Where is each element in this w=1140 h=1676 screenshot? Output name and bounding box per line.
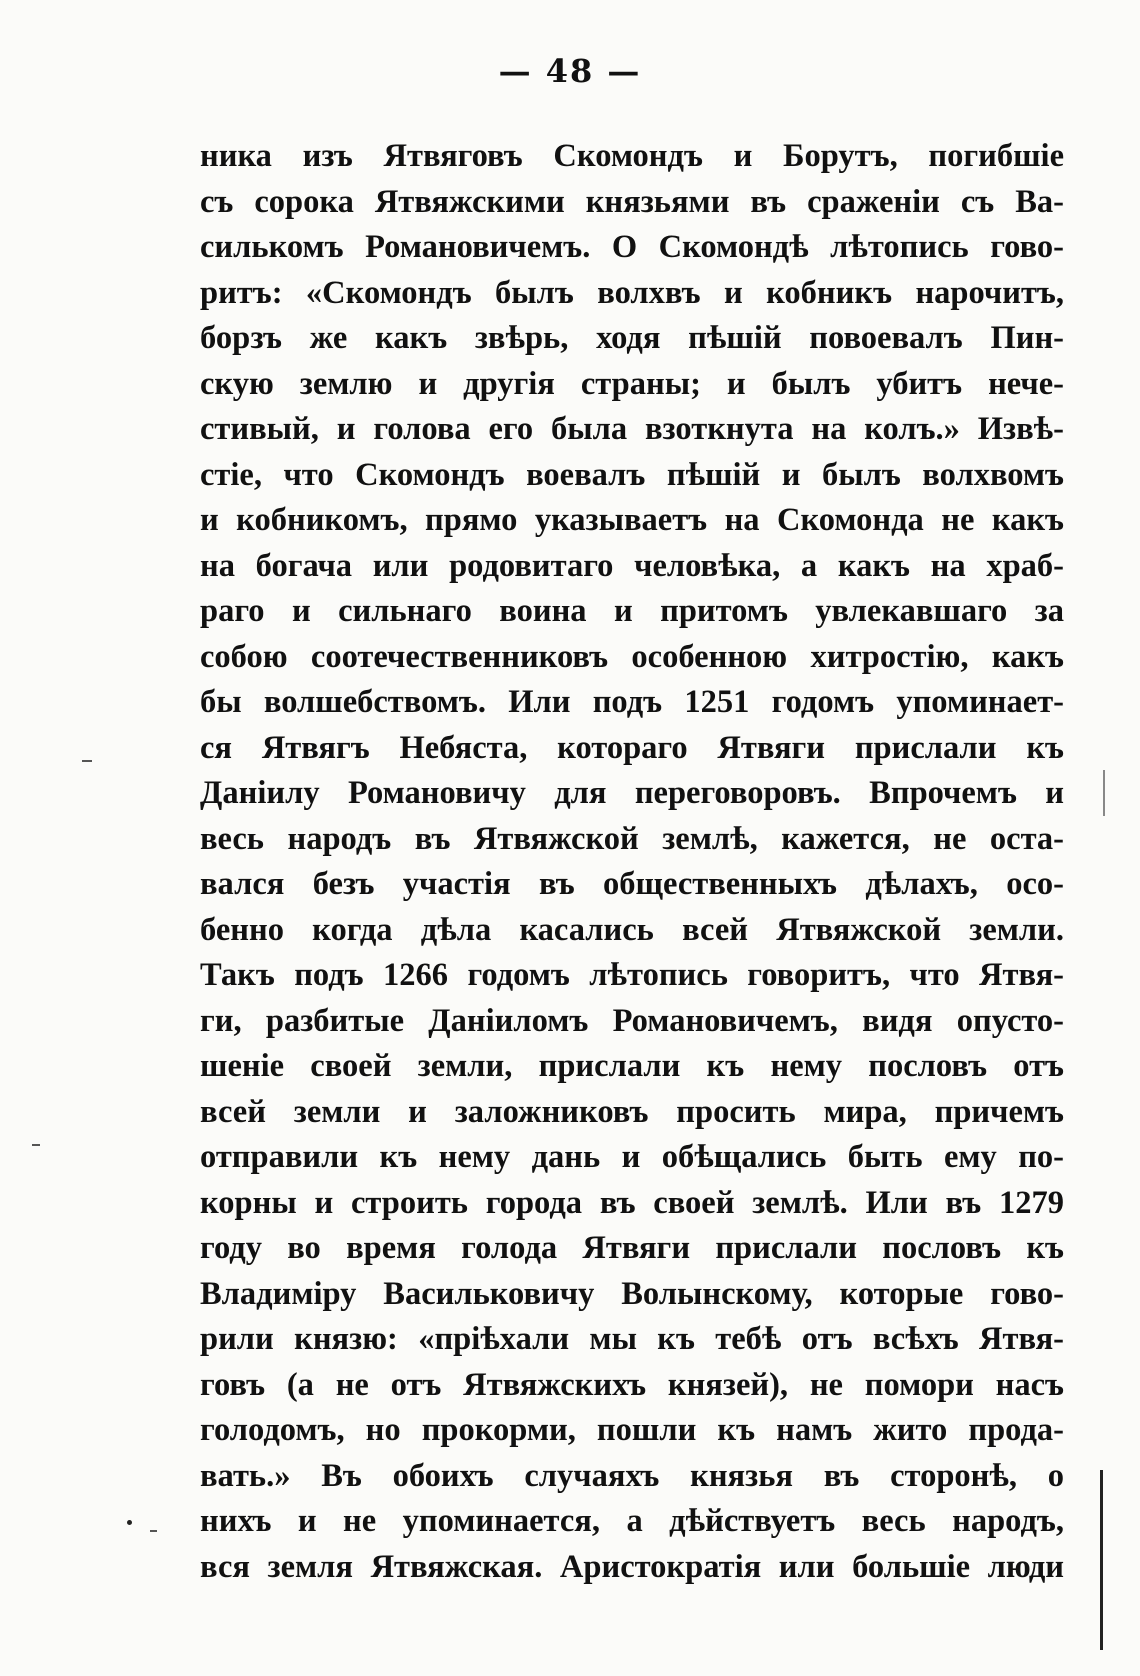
text-line: бенно когда дѣла касались всей Ятвяжской земли.	[200, 911, 1064, 948]
text-line: борзъ же какъ звѣрь, ходя пѣшій повоевалъ Пин-	[200, 320, 1064, 356]
body-text	[200, 134, 1064, 1590]
text-line: скую землю и другія страны; и былъ убитъ нече-	[200, 365, 1064, 402]
text-line: ся Ятвягъ Небяста, котораго Ятвяги прислали къ	[200, 729, 1064, 766]
text-line: всей земли и заложниковъ просить мира, причемъ	[200, 1093, 1064, 1130]
page-number: — 48 —	[498, 52, 642, 90]
text-line: Владиміру Васильковичу Волынскому, которые гово-	[200, 1275, 1064, 1312]
text-line: раго и сильнаго воина и притомъ увлекавшаго за	[200, 593, 1064, 629]
text-line: нихъ и не упоминается, а дѣйствуетъ весь народъ,	[200, 1503, 1064, 1539]
text-line: и кобникомъ, прямо указываетъ на Скомонда не какъ	[200, 502, 1064, 538]
text-line: стіе, что Скомондъ воевалъ пѣшій и былъ волхвомъ	[200, 456, 1064, 493]
scan-artifact-mark	[1103, 770, 1105, 816]
text-line: съ сорока Ятвяжскими князьями въ сраженіи съ Ва-	[200, 183, 1064, 220]
text-line: году во время голода Ятвяги прислали пословъ къ	[200, 1230, 1064, 1266]
text-line: голодомъ, но прокорми, пошли къ намъ жито прода-	[200, 1412, 1064, 1448]
scan-artifact-mark	[150, 1530, 157, 1532]
scan-artifact-mark	[32, 1144, 40, 1146]
text-line: вался безъ участія въ общественныхъ дѣлахъ, осо-	[200, 866, 1064, 902]
text-line: собою соотечественниковъ особенною хитростію, какъ	[200, 638, 1064, 675]
text-line: ги, разбитые Даніиломъ Романовичемъ, видя опусто-	[200, 1002, 1064, 1039]
text-line: ника изъ Ятвяговъ Скомондъ и Борутъ, погибшіе	[200, 138, 1064, 174]
text-line: шеніе своей земли, прислали къ нему пословъ отъ	[200, 1048, 1064, 1084]
text-line: бы волшебствомъ. Или подъ 1251 годомъ упоминает-	[200, 684, 1064, 720]
text-line: рили князю: «пріѣхали мы къ тебѣ отъ всѣхъ Ятвя-	[200, 1321, 1064, 1357]
scan-artifact-mark	[127, 1520, 132, 1525]
text-line: отправили къ нему дань и обѣщались быть ему по-	[200, 1139, 1064, 1175]
text-line: на богача или родовитаго человѣка, а какъ на храб-	[200, 547, 1064, 584]
text-line: ритъ: «Скомондъ былъ волхвъ и кобникъ нарочитъ,	[200, 274, 1064, 311]
text-line: корны и строить города въ своей землѣ. Или въ 1279	[200, 1184, 1064, 1221]
text-line: говъ (а не отъ Ятвяжскихъ князей), не помори насъ	[200, 1366, 1064, 1403]
text-line: стивый, и голова его была взоткнута на колъ.» Извѣ-	[200, 411, 1064, 447]
text-line: вся земля Ятвяжская. Аристократія или большіе люди	[200, 1548, 1064, 1585]
text-line: Даніилу Романовичу для переговоровъ. Впрочемъ и	[200, 775, 1064, 811]
text-line: Такъ подъ 1266 годомъ лѣтопись говоритъ, что Ятвя-	[200, 957, 1064, 993]
text-line: вать.» Въ обоихъ случаяхъ князья въ сторонѣ, о	[200, 1457, 1064, 1494]
text-line: силькомъ Романовичемъ. О Скомондѣ лѣтопись гово-	[200, 229, 1064, 265]
scan-artifact-mark	[82, 760, 92, 762]
scan-artifact-mark	[1100, 1470, 1103, 1650]
text-line: весь народъ въ Ятвяжской землѣ, кажется, не оста-	[200, 820, 1064, 857]
